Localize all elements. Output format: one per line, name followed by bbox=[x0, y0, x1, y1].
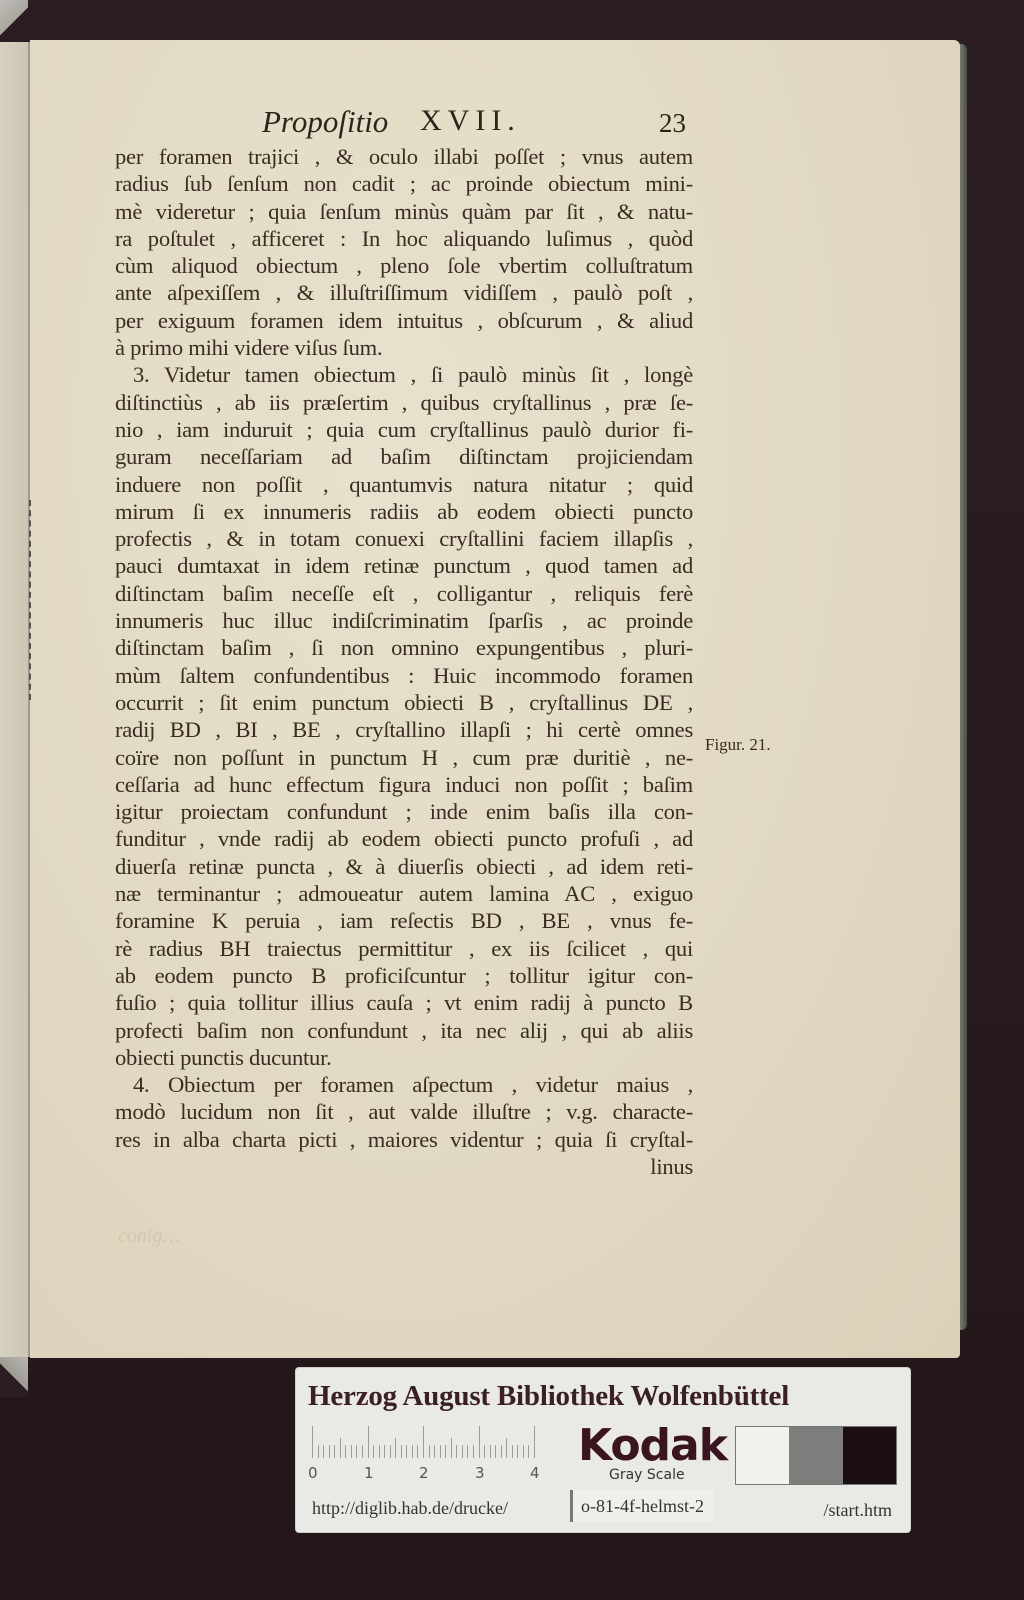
ruler-tick bbox=[401, 1445, 402, 1458]
text-line: funditur , vnde radij ab eodem obiecti puncto profuſi , ad bbox=[115, 826, 693, 852]
text-line: diſtinctam baſim , ſi non omnino expungentibus , pluri- bbox=[115, 635, 693, 661]
catchword: linus bbox=[650, 1153, 693, 1179]
text-line: per exiguum foramen idem intuitus , obſcurum , & aliud bbox=[115, 307, 693, 333]
kodak-logo: Kodak bbox=[578, 1420, 727, 1471]
ruler-label: 0 bbox=[308, 1464, 318, 1482]
ruler-tick bbox=[534, 1426, 535, 1458]
text-line: occurrit ; ſit enim punctum obiecti B , cryſtallinus DE , bbox=[115, 689, 693, 715]
text-line: næ terminantur ; admoueatur autem lamina AC , exiguo bbox=[115, 881, 693, 907]
color-target-card bbox=[296, 1368, 910, 1532]
ruler-tick bbox=[501, 1445, 502, 1458]
ruler-tick bbox=[467, 1445, 468, 1458]
ruler-tick bbox=[351, 1445, 352, 1458]
text-line: nio , iam induruit ; quia cum cryſtallinus paulò durior fi- bbox=[115, 416, 693, 442]
text-line: ceſſaria ad hunc effectum figura induci non poſſit ; baſim bbox=[115, 771, 693, 797]
ruler-tick bbox=[512, 1445, 513, 1458]
swatch-gray bbox=[789, 1427, 842, 1484]
ruler-label: 4 bbox=[530, 1464, 540, 1482]
page-number: 23 bbox=[659, 108, 686, 138]
ruler-tick bbox=[340, 1438, 341, 1458]
swatch-black bbox=[843, 1427, 896, 1484]
ruler-tick bbox=[406, 1445, 407, 1458]
ruler-tick bbox=[345, 1445, 346, 1458]
text-line: ra poſtulet , afficeret : In hoc aliquando luſimus , quòd bbox=[115, 225, 693, 251]
ruler-tick bbox=[517, 1445, 518, 1458]
text-line: cùm aliquod obiectum , pleno ſole vbertim colluſtratum bbox=[115, 253, 693, 279]
text-line: guram neceſſariam ad baſim diſtinctam projiciendam bbox=[115, 444, 693, 470]
ruler-tick bbox=[462, 1445, 463, 1458]
running-head bbox=[262, 104, 686, 144]
text-line: profecti baſim non confundunt , ita nec alij , qui ab aliis bbox=[115, 1017, 693, 1043]
ruler-label: 2 bbox=[419, 1464, 429, 1482]
ruler-label: 3 bbox=[475, 1464, 485, 1482]
text-line: fuſio ; quia tollitur illius cauſa ; vt enim radij à puncto B bbox=[115, 990, 693, 1016]
text-line: diuerſa retinæ puncta , & à diuerſis obiecti , ad idem reti- bbox=[115, 853, 693, 879]
ruler-tick bbox=[395, 1438, 396, 1458]
ruler-tick bbox=[423, 1426, 424, 1458]
ruler-tick bbox=[373, 1445, 374, 1458]
ruler-tick bbox=[440, 1445, 441, 1458]
text-line: diſtinctiùs , ab iis præſertim , quibus cryſtallinus , præ ſe- bbox=[115, 389, 693, 415]
ruler-tick bbox=[390, 1445, 391, 1458]
gray-scale-swatches bbox=[736, 1427, 896, 1484]
text-line: coïre non poſſunt in punctum H , cum præ duritiè , ne- bbox=[115, 744, 693, 770]
ruler-tick bbox=[379, 1445, 380, 1458]
binding-stitch-marks bbox=[29, 500, 34, 700]
text-line: à primo mihi videre viſus ſum. bbox=[115, 335, 383, 361]
text-line: ante aſpexiſſem , & illuſtriſſimum vidiſſem , paulò poſt , bbox=[115, 280, 693, 306]
ruler-tick bbox=[523, 1445, 524, 1458]
facing-page-edge bbox=[0, 42, 30, 1357]
ruler-tick bbox=[362, 1445, 363, 1458]
ruler-tick bbox=[495, 1445, 496, 1458]
text-line: igitur proiectam confundunt ; inde enim baſis illa con- bbox=[115, 799, 693, 825]
running-head-title: Propoſitio bbox=[262, 104, 389, 139]
facing-page-corner bbox=[0, 0, 28, 42]
proposition-numeral: XVII. bbox=[420, 104, 521, 137]
library-name: Herzog August Bibliothek Wolfenbüttel bbox=[308, 1380, 790, 1412]
url-suffix: /start.htm bbox=[823, 1500, 892, 1520]
ruler-tick bbox=[490, 1445, 491, 1458]
ruler-tick bbox=[417, 1445, 418, 1458]
ruler-tick bbox=[456, 1445, 457, 1458]
paragraph-3-start: 3. Videtur tamen obiectum , ſi paulò minùs ſit , longè bbox=[133, 362, 693, 388]
ruler-tick bbox=[451, 1438, 452, 1458]
facing-page-corner-bottom bbox=[0, 1357, 28, 1397]
ruler-tick bbox=[445, 1445, 446, 1458]
ruler-scale bbox=[312, 1426, 534, 1458]
ruler-tick bbox=[384, 1445, 385, 1458]
marginal-figure-reference: Figur. 21. bbox=[705, 735, 771, 754]
ruler-tick bbox=[312, 1426, 313, 1458]
text-line: mè videretur ; quia ſenſum minùs quàm par ſit , & natu- bbox=[115, 198, 693, 224]
body-text bbox=[115, 143, 693, 1180]
paragraph-4-start: 4. Obiectum per foramen aſpectum , videtur maius , bbox=[133, 1072, 693, 1098]
ruler-tick bbox=[329, 1445, 330, 1458]
text-line: diſtinctam baſim neceſſe eſt , colligantur , reliquis ferè bbox=[115, 580, 693, 606]
ruler-labels bbox=[308, 1464, 548, 1484]
ruler-tick bbox=[323, 1445, 324, 1458]
text-line: innumeris huc illuc indiſcriminatim ſparſis , ac proinde bbox=[115, 608, 693, 634]
ruler-tick bbox=[528, 1445, 529, 1458]
ruler-tick bbox=[479, 1426, 480, 1458]
gray-scale-caption: Gray Scale bbox=[609, 1467, 685, 1483]
text-line: pauci dumtaxat in idem retinæ punctum , quod tamen ad bbox=[115, 553, 693, 579]
text-line: foramine K peruia , iam reſectis BD , BE , vnus fe- bbox=[115, 908, 693, 934]
text-line: ab eodem puncto B proficiſcuntur ; tollitur igitur con- bbox=[115, 962, 693, 988]
swatch-white bbox=[736, 1427, 789, 1484]
ruler-tick bbox=[368, 1426, 369, 1458]
text-line: radius ſub ſenſum non cadit ; ac proinde obiectum mini- bbox=[115, 171, 693, 197]
ruler-tick bbox=[434, 1445, 435, 1458]
text-line: res in alba charta picti , maiores videntur ; quia ſi cryſtal- bbox=[115, 1126, 693, 1152]
text-line: obiecti punctis ducuntur. bbox=[115, 1044, 332, 1070]
ruler-tick bbox=[484, 1445, 485, 1458]
ruler-tick bbox=[473, 1445, 474, 1458]
ruler-tick bbox=[356, 1445, 357, 1458]
text-line: profectis , & in totam conuexi cryſtallini faciem illapſis , bbox=[115, 526, 693, 552]
shelfmark: o-81-4f-helmst-2 bbox=[581, 1496, 704, 1516]
ruler-tick bbox=[429, 1445, 430, 1458]
ruler-tick bbox=[318, 1445, 319, 1458]
ruler-label: 1 bbox=[364, 1464, 374, 1482]
show-through-text: conig… bbox=[118, 1225, 181, 1247]
ruler-tick bbox=[334, 1445, 335, 1458]
text-line: induere non poſſit , quantumvis natura nitatur ; quid bbox=[115, 471, 693, 497]
text-line: modò lucidum non ſit , aut valde illuſtre ; v.g. characte- bbox=[115, 1099, 693, 1125]
shelfmark-box bbox=[570, 1490, 713, 1522]
text-line: radij BD , BI , BE , cryſtallino illapſi ; hi certè omnes bbox=[115, 717, 693, 743]
ruler-tick bbox=[412, 1445, 413, 1458]
ruler-tick bbox=[506, 1438, 507, 1458]
text-line: mùm ſaltem confundentibus : Huic incommodo foramen bbox=[115, 662, 693, 688]
url-prefix: http://diglib.hab.de/drucke/ bbox=[312, 1498, 508, 1518]
text-line: rè radius BH traiectus permittitur , ex iis ſcilicet , qui bbox=[115, 935, 693, 961]
text-line: mirum ſi ex innumeris radiis ab eodem obiecti puncto bbox=[115, 498, 693, 524]
text-line: per foramen trajici , & oculo illabi poſſet ; vnus autem bbox=[115, 144, 693, 169]
